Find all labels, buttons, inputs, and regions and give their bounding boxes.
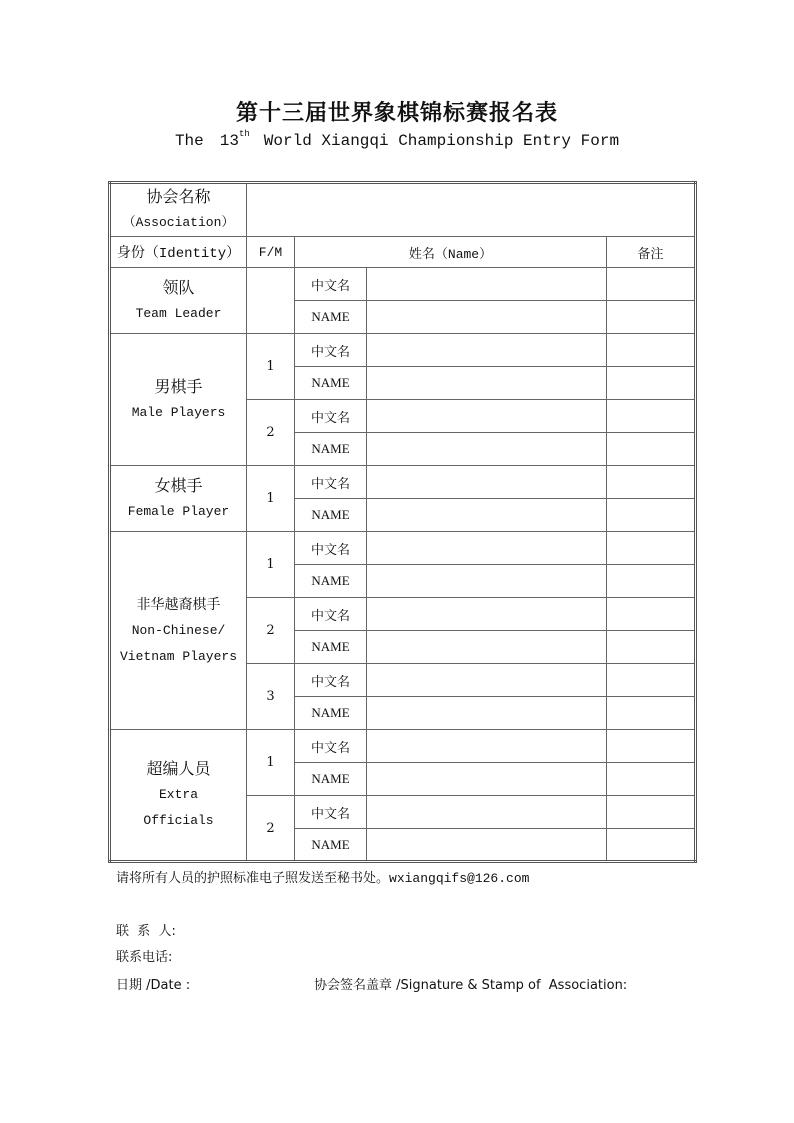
association-input[interactable] <box>247 183 696 237</box>
contact-person-label: 联 系 人: <box>116 924 176 939</box>
date-label: 日期 /Date : <box>116 978 191 993</box>
male-players-label <box>110 334 247 466</box>
female-player-en: Female Player <box>127 503 230 519</box>
association-label <box>110 183 247 237</box>
row-number: 1 <box>247 730 295 796</box>
name-input[interactable] <box>367 301 607 334</box>
header-identity: 身份（Identity） <box>110 237 247 268</box>
chinese-name-input[interactable] <box>367 664 607 697</box>
remark-input[interactable] <box>607 532 696 565</box>
chinese-name-input[interactable] <box>367 532 607 565</box>
remark-input[interactable] <box>607 730 696 763</box>
chinese-name-label: 中文名 <box>295 400 367 433</box>
team-leader-fm[interactable] <box>247 268 295 334</box>
name-input[interactable] <box>367 367 607 400</box>
chinese-name-input[interactable] <box>367 400 607 433</box>
row-number: 1 <box>247 466 295 532</box>
chinese-name-input[interactable] <box>367 268 607 301</box>
remark-input[interactable] <box>607 268 696 301</box>
chinese-name-input[interactable] <box>367 334 607 367</box>
non-chinese-en-line2: Vietnam Players <box>119 648 238 664</box>
title-en-rest: World Xiangqi Championship Entry Form <box>263 132 620 150</box>
non-chinese-cn: 非华越裔棋手 <box>136 596 221 613</box>
team-leader-label <box>110 268 247 334</box>
remark-input[interactable] <box>607 499 696 532</box>
table-row <box>110 334 696 367</box>
chinese-name-label: 中文名 <box>295 268 367 301</box>
remark-input[interactable] <box>607 301 696 334</box>
chinese-name-input[interactable] <box>367 730 607 763</box>
table-row <box>110 466 696 499</box>
remark-input[interactable] <box>607 829 696 862</box>
note-text: 请将所有人员的护照标准电子照发送至秘书处。 <box>116 871 390 886</box>
association-row <box>110 183 696 237</box>
name-label: NAME <box>295 631 367 664</box>
form-title-english <box>0 129 794 150</box>
name-label: NAME <box>295 697 367 730</box>
header-name: 姓名（Name） <box>295 237 607 268</box>
signature-stamp-label: 协会签名盖章 /Signature & Stamp of Association: <box>314 978 628 993</box>
remark-input[interactable] <box>607 598 696 631</box>
extra-officials-cn: 超编人员 <box>146 759 211 778</box>
team-leader-cn: 领队 <box>162 277 195 297</box>
chinese-name-input[interactable] <box>367 796 607 829</box>
extra-officials-en-line2: Officials <box>143 813 214 828</box>
table-row <box>110 730 696 763</box>
male-players-cn: 男棋手 <box>154 376 203 396</box>
photo-submission-note <box>116 867 529 886</box>
association-label-cn: 协会名称 <box>146 187 211 206</box>
chinese-name-label: 中文名 <box>295 334 367 367</box>
name-input[interactable] <box>367 697 607 730</box>
chinese-name-input[interactable] <box>367 466 607 499</box>
row-number: 2 <box>247 796 295 862</box>
name-input[interactable] <box>367 499 607 532</box>
team-leader-en: Team Leader <box>135 305 222 321</box>
title-en-the: The <box>174 132 204 150</box>
chinese-name-input[interactable] <box>367 598 607 631</box>
non-chinese-en-line1: Non-Chinese/ <box>131 622 226 638</box>
remark-input[interactable] <box>607 334 696 367</box>
non-chinese-players-label <box>110 532 247 730</box>
association-label-en: （Association） <box>122 215 235 230</box>
entry-form-table <box>108 181 697 863</box>
row-number: 2 <box>247 400 295 466</box>
title-en-number: 13 <box>219 132 239 150</box>
chinese-name-label: 中文名 <box>295 466 367 499</box>
name-input[interactable] <box>367 763 607 796</box>
name-label: NAME <box>295 499 367 532</box>
female-player-cn: 女棋手 <box>154 475 203 495</box>
remark-input[interactable] <box>607 631 696 664</box>
chinese-name-label: 中文名 <box>295 598 367 631</box>
row-number: 2 <box>247 598 295 664</box>
row-number: 3 <box>247 664 295 730</box>
name-label: NAME <box>295 301 367 334</box>
remark-input[interactable] <box>607 466 696 499</box>
remark-input[interactable] <box>607 697 696 730</box>
chinese-name-label: 中文名 <box>295 796 367 829</box>
header-remark: 备注 <box>607 237 696 268</box>
chinese-name-label: 中文名 <box>295 730 367 763</box>
header-row <box>110 237 696 268</box>
extra-officials-label <box>110 730 247 862</box>
name-label: NAME <box>295 565 367 598</box>
secretariat-email: wxiangqifs@126.com <box>389 871 530 886</box>
row-number: 1 <box>247 532 295 598</box>
table-row <box>110 268 696 301</box>
name-input[interactable] <box>367 433 607 466</box>
remark-input[interactable] <box>607 433 696 466</box>
remark-input[interactable] <box>607 400 696 433</box>
title-en-ordinal: th <box>238 129 250 139</box>
table-row <box>110 532 696 565</box>
name-input[interactable] <box>367 829 607 862</box>
row-number: 1 <box>247 334 295 400</box>
remark-input[interactable] <box>607 763 696 796</box>
remark-input[interactable] <box>607 367 696 400</box>
form-title-chinese: 第十三届世界象棋锦标赛报名表 <box>235 101 558 126</box>
name-input[interactable] <box>367 565 607 598</box>
contact-phone-label: 联系电话: <box>116 950 173 965</box>
chinese-name-label: 中文名 <box>295 532 367 565</box>
remark-input[interactable] <box>607 796 696 829</box>
name-input[interactable] <box>367 631 607 664</box>
extra-officials-en-line1: Extra <box>158 787 198 802</box>
remark-input[interactable] <box>607 565 696 598</box>
name-label: NAME <box>295 367 367 400</box>
chinese-name-label: 中文名 <box>295 664 367 697</box>
name-label: NAME <box>295 433 367 466</box>
remark-input[interactable] <box>607 664 696 697</box>
name-label: NAME <box>295 763 367 796</box>
name-label: NAME <box>295 829 367 862</box>
male-players-en: Male Players <box>131 404 226 420</box>
header-fm: F/M <box>247 237 295 268</box>
female-player-label <box>110 466 247 532</box>
